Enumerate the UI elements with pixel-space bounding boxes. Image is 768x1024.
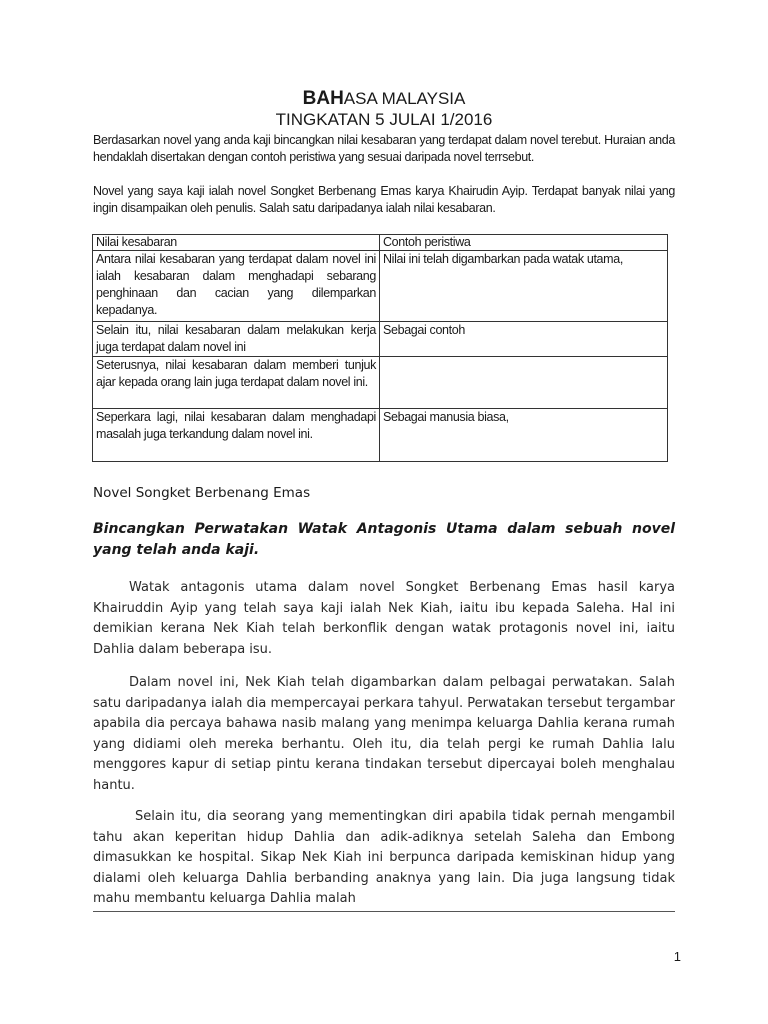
table-header-cell: Contoh peristiwa	[380, 235, 668, 251]
paragraph-text: Dalam novel ini, Nek Kiah telah digambarkan dalam pelbagai perwatakan. Salah satu daripadanya ialah dia mempercayai perkara tahyul. Perwatakan tersebut tergambar apabila dia percaya bahawa nasib malang yang menimpa keluarga Dahlia kerana rumah yang didiami oleh mereka berhantu. Oleh itu, dia telah pergi ke rumah Dahlia lalu menggores kapur di setiap pintu kerana tindakan tersebut dipercayai boleh menghalau hantu.	[93, 675, 675, 793]
table-cell	[380, 357, 668, 409]
paragraph-text: Watak antagonis utama dalam novel Songket Berbenang Emas hasil karya Khairuddin Ayip yang telah saya kaji ialah Nek Kiah, iaitu ibu kepada Saleha. Hal ini demikian kerana Nek Kiah telah berkonflik dengan watak protagonis novel ini, iaitu Dahlia dalam beberapa isu.	[93, 580, 675, 657]
novel-heading: Novel Songket Berbenang Emas	[93, 485, 311, 501]
essay-answer-intro: Novel yang saya kaji ialah novel Songket Berbenang Emas karya Khairudin Ayip. Terdapat banyak nilai yang ingin disampaikan oleh penulis. Salah satu daripadanya ialah nilai kesabaran.	[93, 184, 675, 215]
question-heading: Bincangkan Perwatakan Watak Antagonis Utama dalam sebuah novel yang telah anda kaji.	[93, 521, 675, 558]
table-header-row	[93, 235, 668, 251]
body-paragraph	[93, 578, 675, 660]
essay-question: Berdasarkan novel yang anda kaji bincangkan nilai kesabaran yang terdapat dalam novel terebut. Huraian anda hendaklah disertakan dengan contoh peristiwa yang sesuai daripada novel terrsebut.	[93, 133, 675, 164]
title-rest-part: ASA MALAYSIA	[343, 89, 466, 108]
title-bold-part: BAH	[302, 88, 344, 109]
table-cell: Seterusnya, nilai kesabaran dalam memberi tunjuk ajar kepada orang lain juga terdapat dalam novel ini.	[93, 357, 380, 409]
page-number: 1	[673, 949, 681, 964]
document-subtitle: TINGKATAN 5 JULAI 1/2016	[275, 110, 493, 129]
table-row	[93, 322, 668, 357]
document-title	[0, 88, 768, 110]
table-cell: Nilai ini telah digambarkan pada watak utama,	[380, 251, 668, 322]
paragraph-text: Selain itu, dia seorang yang mementingkan diri apabila tidak pernah mengambil tahu akan keperitan hidup Dahlia dan adik-adiknya setelah Saleha dan Embong dimasukkan ke hospital. Sikap Nek Kiah ini berpunca daripada kemiskinan hidup yang dialami oleh keluarga Dahlia berbanding anaknya yang lain. Dia juga langsung tidak mahu membantu keluarga Dahlia malah	[93, 809, 675, 906]
body-paragraph	[93, 673, 675, 796]
table-cell: Sebagai manusia biasa,	[380, 409, 668, 462]
table-header-cell: Nilai kesabaran	[93, 235, 380, 251]
table-cell: Selain itu, nilai kesabaran dalam melakukan kerja juga terdapat dalam novel ini	[93, 322, 380, 357]
kesabaran-table	[92, 234, 668, 462]
table-cell: Seperkara lagi, nilai kesabaran dalam menghadapi masalah juga terkandung dalam novel ini.	[93, 409, 380, 462]
table-cell: Sebagai contoh	[380, 322, 668, 357]
table-cell: Antara nilai kesabaran yang terdapat dalam novel ini ialah kesabaran dalam menghadapi sebarang penghinaan dan cacian yang dilemparkan kepadanya.	[93, 251, 380, 322]
body-paragraph	[93, 807, 675, 912]
table-row	[93, 357, 668, 409]
table-row	[93, 409, 668, 462]
table-row	[93, 251, 668, 322]
